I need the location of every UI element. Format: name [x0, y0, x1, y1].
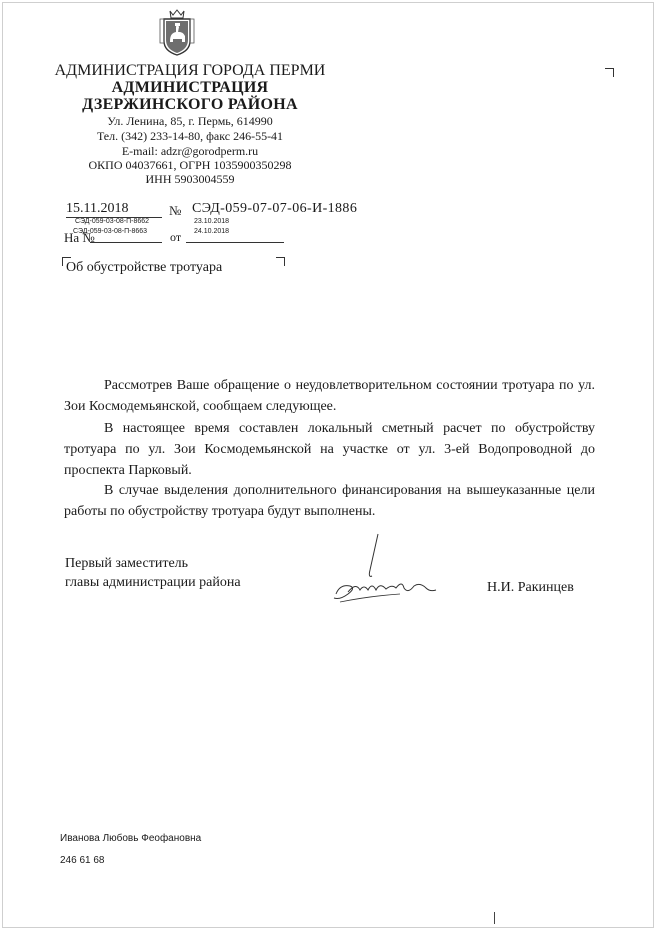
- reference-date-2: 24.10.2018: [194, 228, 230, 235]
- address-line: Ул. Ленина, 85, г. Пермь, 614990: [107, 114, 273, 128]
- number-sign: №: [169, 203, 182, 218]
- body-paragraph-1: Рассмотрев Ваше обращение о неудовлетворительном состоянии тротуара по ул. Зои Космодемьянской, сообщаем следующее.: [64, 378, 595, 414]
- district-administration-title-1: АДМИНИСТРАЦИЯ: [111, 79, 269, 96]
- subject-line: Об обустройстве тротуара: [66, 260, 223, 275]
- reference-number-2: СЭД-059-03-08-П-8663: [73, 228, 148, 235]
- coat-of-arms-emblem: [150, 5, 204, 57]
- signatory-name: Н.И. Ракинцев: [487, 580, 574, 595]
- executor-phone: 246 61 68: [60, 855, 105, 866]
- city-administration-title: АДМИНИСТРАЦИЯ ГОРОДА ПЕРМИ: [54, 62, 326, 79]
- reference-number-1: СЭД-059-03-08-П-8662: [75, 218, 150, 225]
- okpo-ogrn-line: ОКПО 04037661, ОГРН 1035900350298: [88, 158, 292, 172]
- reference-date-1: 23.10.2018: [194, 218, 230, 225]
- addressee-corner-mark: [605, 68, 614, 77]
- executor-name: Иванова Любовь Феофановна: [60, 833, 202, 844]
- body-paragraph-3: В случае выделения дополнительного финансирования на вышеуказанные цели работы по обустройству тротуара будут выполнены.: [64, 483, 595, 519]
- signatory-position-1: Первый заместитель: [65, 556, 189, 571]
- email-line: E-mail: adzr@gorodperm.ru: [121, 144, 259, 158]
- subject-corner-right: [276, 257, 285, 266]
- document-date: 15.11.2018: [66, 201, 162, 218]
- scan-mark: [494, 912, 499, 924]
- reply-to-label: На №: [64, 230, 95, 245]
- registration-number: СЭД-059-07-07-06-И-1886: [192, 201, 358, 216]
- body-paragraph-2: В настоящее время составлен локальный сметный расчет по обустройству тротуара по ул. Зои Космодемьянской на участке от ул. 3-ей Водопроводной до проспекта Парковый.: [64, 421, 595, 478]
- phone-fax-line: Тел. (342) 233-14-80, факс 246-55-41: [96, 129, 284, 143]
- reply-date-line: [186, 242, 284, 243]
- from-label: от: [170, 230, 182, 244]
- inn-line: ИНН 5903004559: [145, 172, 235, 186]
- reply-number-line: [90, 242, 162, 243]
- handwritten-signature: [330, 532, 440, 612]
- signatory-position-2: главы администрации района: [65, 575, 241, 590]
- district-administration-title-2: ДЗЕРЖИНСКОГО РАЙОНА: [82, 96, 298, 113]
